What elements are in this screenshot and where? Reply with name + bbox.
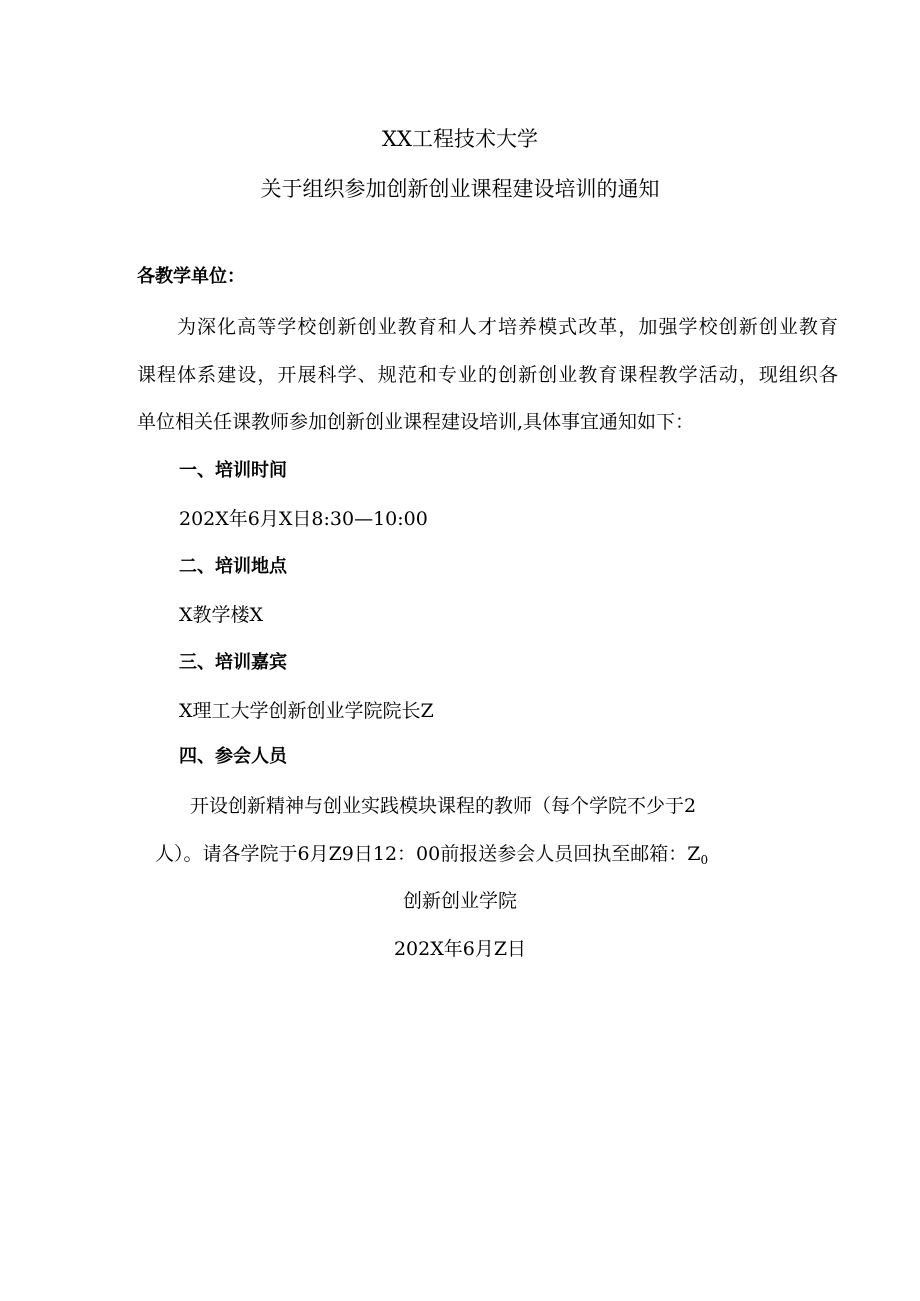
university-name: XX工程技术大学 bbox=[382, 127, 538, 151]
section-heading-guest: 三、培训嘉宾 bbox=[179, 652, 287, 673]
section-content-guest: X理工大学创新创业学院院长Z bbox=[179, 700, 434, 722]
section-content-location: X教学楼X bbox=[179, 604, 264, 626]
section-content-time: 202X年6月X日8:30—10:00 bbox=[179, 508, 428, 530]
section-content-attendees-line-1: 开设创新精神与创业实践模块课程的教师（每个学院不少于2 bbox=[190, 795, 697, 817]
intro-line-3: 单位相关任课教师参加创新创业课程建设培训,具体事宜通知如下： bbox=[137, 411, 695, 433]
salutation: 各教学单位： bbox=[137, 266, 245, 287]
attendees-line-2-subscript: 0 bbox=[700, 853, 709, 867]
section-heading-location: 二、培训地点 bbox=[179, 556, 287, 577]
section-content-attendees-line-2 bbox=[155, 842, 708, 866]
section-heading-attendees: 四、参会人员 bbox=[179, 746, 287, 767]
attendees-line-2-text: 人）。请各学院于6月Z9日12：00前报送参会人员回执至邮箱：Z bbox=[155, 843, 701, 865]
issue-date: 202X年6月Z日 bbox=[393, 938, 527, 960]
issuer-name: 创新创业学院 bbox=[402, 890, 517, 912]
notice-title: 关于组织参加创新创业课程建设培训的通知 bbox=[260, 177, 660, 201]
section-heading-time: 一、培训时间 bbox=[179, 460, 287, 481]
intro-line-2: 课程体系建设，开展科学、规范和专业的创新创业教育课程教学活动，现组织各 bbox=[137, 364, 838, 386]
intro-line-1: 为深化高等学校创新创业教育和人才培养模式改革，加强学校创新创业教育 bbox=[177, 316, 838, 338]
